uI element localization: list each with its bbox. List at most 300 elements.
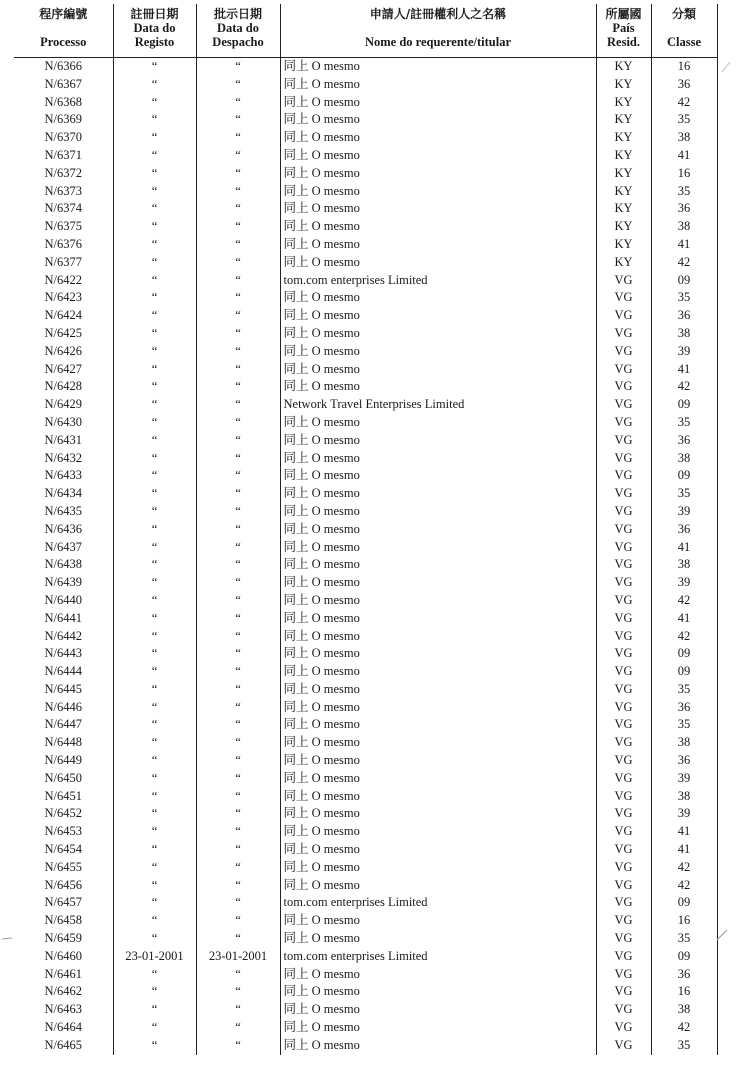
registo-cell: “	[113, 111, 196, 129]
classe-cell: 42	[651, 859, 717, 877]
registo-cell: “	[113, 218, 196, 236]
table-body	[14, 58, 717, 1055]
table-row	[14, 503, 717, 521]
nome-cell: 同上 O mesmo	[280, 699, 596, 717]
pais-cell: VG	[596, 681, 651, 699]
processo-cell: N/6461	[14, 966, 113, 984]
registo-cell: “	[113, 788, 196, 806]
table-row	[14, 450, 717, 468]
registo-cell: “	[113, 841, 196, 859]
pais-cell: VG	[596, 539, 651, 557]
table-row	[14, 272, 717, 290]
pais-cell: VG	[596, 1001, 651, 1019]
pais-cell: VG	[596, 966, 651, 984]
nome-cell: 同上 O mesmo	[280, 1001, 596, 1019]
processo-cell: N/6463	[14, 1001, 113, 1019]
despacho-cell: “	[196, 254, 280, 272]
pais-cell: VG	[596, 467, 651, 485]
despacho-cell: “	[196, 966, 280, 984]
classe-cell: 09	[651, 396, 717, 414]
processo-cell: N/6425	[14, 325, 113, 343]
nome-cell: tom.com enterprises Limited	[280, 948, 596, 966]
despacho-cell: “	[196, 325, 280, 343]
table-row	[14, 165, 717, 183]
despacho-cell: “	[196, 343, 280, 361]
header-registo-pt: Data do Registo	[133, 21, 176, 49]
classe-cell: 42	[651, 877, 717, 895]
classe-cell: 41	[651, 539, 717, 557]
nome-cell: 同上 O mesmo	[280, 307, 596, 325]
processo-cell: N/6422	[14, 272, 113, 290]
classe-cell: 41	[651, 147, 717, 165]
header-classe-zh: 分類	[671, 7, 696, 21]
nome-cell: 同上 O mesmo	[280, 930, 596, 948]
table-row	[14, 966, 717, 984]
pais-cell: VG	[596, 272, 651, 290]
pais-cell: VG	[596, 699, 651, 717]
despacho-cell: 23-01-2001	[196, 948, 280, 966]
margin-tick-mark	[722, 62, 730, 72]
classe-cell: 36	[651, 307, 717, 325]
despacho-cell: “	[196, 218, 280, 236]
classe-cell: 41	[651, 841, 717, 859]
nome-cell: 同上 O mesmo	[280, 628, 596, 646]
nome-cell: 同上 O mesmo	[280, 841, 596, 859]
nome-cell: 同上 O mesmo	[280, 681, 596, 699]
pais-cell: VG	[596, 325, 651, 343]
processo-cell: N/6454	[14, 841, 113, 859]
registo-cell: “	[113, 485, 196, 503]
classe-cell: 35	[651, 414, 717, 432]
registo-cell: 23-01-2001	[113, 948, 196, 966]
table-row	[14, 1019, 717, 1037]
table-row	[14, 325, 717, 343]
processo-cell: N/6442	[14, 628, 113, 646]
processo-cell: N/6373	[14, 183, 113, 201]
pais-cell: VG	[596, 859, 651, 877]
despacho-cell: “	[196, 147, 280, 165]
processo-cell: N/6445	[14, 681, 113, 699]
table-row	[14, 218, 717, 236]
registo-cell: “	[113, 716, 196, 734]
classe-cell: 09	[651, 948, 717, 966]
pais-cell: VG	[596, 361, 651, 379]
processo-cell: N/6424	[14, 307, 113, 325]
registo-cell: “	[113, 325, 196, 343]
table-row	[14, 254, 717, 272]
classe-cell: 09	[651, 663, 717, 681]
despacho-cell: “	[196, 930, 280, 948]
registo-cell: “	[113, 147, 196, 165]
pais-cell: KY	[596, 165, 651, 183]
nome-cell: 同上 O mesmo	[280, 734, 596, 752]
table-row	[14, 948, 717, 966]
despacho-cell: “	[196, 129, 280, 147]
table-row	[14, 610, 717, 628]
nome-cell: 同上 O mesmo	[280, 823, 596, 841]
nome-cell: 同上 O mesmo	[280, 76, 596, 94]
despacho-cell: “	[196, 610, 280, 628]
table-row	[14, 894, 717, 912]
table-row	[14, 805, 717, 823]
processo-cell: N/6440	[14, 592, 113, 610]
pais-cell: VG	[596, 450, 651, 468]
nome-cell: 同上 O mesmo	[280, 147, 596, 165]
nome-cell: 同上 O mesmo	[280, 859, 596, 877]
classe-cell: 35	[651, 1037, 717, 1055]
registo-cell: “	[113, 414, 196, 432]
nome-cell: 同上 O mesmo	[280, 610, 596, 628]
table-row	[14, 912, 717, 930]
registo-cell: “	[113, 823, 196, 841]
registo-cell: “	[113, 378, 196, 396]
pais-cell: VG	[596, 503, 651, 521]
processo-cell: N/6439	[14, 574, 113, 592]
processo-cell: N/6437	[14, 539, 113, 557]
nome-cell: 同上 O mesmo	[280, 414, 596, 432]
table-row	[14, 699, 717, 717]
nome-cell: 同上 O mesmo	[280, 165, 596, 183]
processo-cell: N/6465	[14, 1037, 113, 1055]
despacho-cell: “	[196, 681, 280, 699]
despacho-cell: “	[196, 307, 280, 325]
despacho-cell: “	[196, 539, 280, 557]
table-row	[14, 414, 717, 432]
table-row	[14, 930, 717, 948]
registo-cell: “	[113, 272, 196, 290]
despacho-cell: “	[196, 111, 280, 129]
pais-cell: VG	[596, 1019, 651, 1037]
nome-cell: 同上 O mesmo	[280, 183, 596, 201]
classe-cell: 38	[651, 450, 717, 468]
despacho-cell: “	[196, 574, 280, 592]
processo-cell: N/6453	[14, 823, 113, 841]
header-classe	[651, 4, 717, 58]
nome-cell: 同上 O mesmo	[280, 1019, 596, 1037]
classe-cell: 38	[651, 218, 717, 236]
processo-cell: N/6429	[14, 396, 113, 414]
nome-cell: 同上 O mesmo	[280, 111, 596, 129]
table-row	[14, 129, 717, 147]
despacho-cell: “	[196, 76, 280, 94]
table-row	[14, 378, 717, 396]
classe-cell: 42	[651, 378, 717, 396]
classe-cell: 39	[651, 574, 717, 592]
processo-cell: N/6369	[14, 111, 113, 129]
table-row	[14, 628, 717, 646]
registo-cell: “	[113, 628, 196, 646]
table-row	[14, 467, 717, 485]
nome-cell: 同上 O mesmo	[280, 521, 596, 539]
nome-cell: 同上 O mesmo	[280, 966, 596, 984]
registo-cell: “	[113, 859, 196, 877]
table-row	[14, 645, 717, 663]
classe-cell: 36	[651, 200, 717, 218]
header-nome-zh: 申請人/註冊權利人之名稱	[369, 7, 507, 21]
despacho-cell: “	[196, 450, 280, 468]
classe-cell: 36	[651, 432, 717, 450]
classe-cell: 16	[651, 912, 717, 930]
pais-cell: VG	[596, 556, 651, 574]
table-row	[14, 556, 717, 574]
registo-cell: “	[113, 681, 196, 699]
table-row	[14, 147, 717, 165]
despacho-cell: “	[196, 236, 280, 254]
classe-cell: 39	[651, 770, 717, 788]
pais-cell: VG	[596, 663, 651, 681]
despacho-cell: “	[196, 734, 280, 752]
table-row	[14, 432, 717, 450]
registo-cell: “	[113, 521, 196, 539]
classe-cell: 36	[651, 76, 717, 94]
despacho-cell: “	[196, 58, 280, 76]
despacho-cell: “	[196, 396, 280, 414]
classe-cell: 38	[651, 129, 717, 147]
table-row	[14, 681, 717, 699]
registo-cell: “	[113, 894, 196, 912]
despacho-cell: “	[196, 485, 280, 503]
registo-cell: “	[113, 805, 196, 823]
classe-cell: 35	[651, 930, 717, 948]
pais-cell: VG	[596, 307, 651, 325]
classe-cell: 41	[651, 610, 717, 628]
header-processo-pt: Processo	[40, 35, 87, 49]
nome-cell: 同上 O mesmo	[280, 218, 596, 236]
despacho-cell: “	[196, 912, 280, 930]
classe-cell: 39	[651, 503, 717, 521]
despacho-cell: “	[196, 699, 280, 717]
registo-cell: “	[113, 129, 196, 147]
header-pais-zh: 所屬國	[605, 7, 642, 21]
despacho-cell: “	[196, 432, 280, 450]
nome-cell: 同上 O mesmo	[280, 129, 596, 147]
registo-cell: “	[113, 432, 196, 450]
table-row	[14, 236, 717, 254]
classe-cell: 42	[651, 94, 717, 112]
registo-cell: “	[113, 236, 196, 254]
nome-cell: 同上 O mesmo	[280, 752, 596, 770]
registo-cell: “	[113, 699, 196, 717]
header-nome	[280, 4, 596, 58]
registo-cell: “	[113, 912, 196, 930]
nome-cell: 同上 O mesmo	[280, 539, 596, 557]
table-row	[14, 289, 717, 307]
registo-cell: “	[113, 539, 196, 557]
header-classe-pt: Classe	[666, 35, 702, 49]
despacho-cell: “	[196, 752, 280, 770]
pais-cell: VG	[596, 289, 651, 307]
table-row	[14, 859, 717, 877]
table-row	[14, 1037, 717, 1055]
registry-table	[14, 4, 718, 1055]
registo-cell: “	[113, 396, 196, 414]
pais-cell: VG	[596, 788, 651, 806]
header-processo-zh: 程序編號	[39, 7, 88, 21]
table-row	[14, 76, 717, 94]
nome-cell: 同上 O mesmo	[280, 94, 596, 112]
registo-cell: “	[113, 361, 196, 379]
processo-cell: N/6368	[14, 94, 113, 112]
nome-cell: 同上 O mesmo	[280, 378, 596, 396]
processo-cell: N/6374	[14, 200, 113, 218]
processo-cell: N/6376	[14, 236, 113, 254]
classe-cell: 09	[651, 272, 717, 290]
classe-cell: 38	[651, 1001, 717, 1019]
processo-cell: N/6431	[14, 432, 113, 450]
nome-cell: 同上 O mesmo	[280, 716, 596, 734]
nome-cell: 同上 O mesmo	[280, 574, 596, 592]
nome-cell: 同上 O mesmo	[280, 236, 596, 254]
processo-cell: N/6436	[14, 521, 113, 539]
pais-cell: VG	[596, 823, 651, 841]
despacho-cell: “	[196, 556, 280, 574]
processo-cell: N/6367	[14, 76, 113, 94]
nome-cell: 同上 O mesmo	[280, 467, 596, 485]
header-nome-pt: Nome do requerente/titular	[364, 35, 512, 49]
header-registo	[113, 4, 196, 58]
processo-cell: N/6430	[14, 414, 113, 432]
table-row	[14, 716, 717, 734]
processo-cell: N/6377	[14, 254, 113, 272]
classe-cell: 38	[651, 788, 717, 806]
despacho-cell: “	[196, 521, 280, 539]
processo-cell: N/6366	[14, 58, 113, 76]
despacho-cell: “	[196, 788, 280, 806]
table-row	[14, 877, 717, 895]
nome-cell: 同上 O mesmo	[280, 556, 596, 574]
pais-cell: VG	[596, 877, 651, 895]
header-pais	[596, 4, 651, 58]
header-despacho-zh: 批示日期	[213, 7, 262, 21]
despacho-cell: “	[196, 716, 280, 734]
nome-cell: 同上 O mesmo	[280, 432, 596, 450]
pais-cell: VG	[596, 378, 651, 396]
pais-cell: VG	[596, 592, 651, 610]
classe-cell: 09	[651, 467, 717, 485]
pais-cell: VG	[596, 485, 651, 503]
processo-cell: N/6372	[14, 165, 113, 183]
despacho-cell: “	[196, 414, 280, 432]
registo-cell: “	[113, 592, 196, 610]
table-row	[14, 58, 717, 76]
despacho-cell: “	[196, 628, 280, 646]
nome-cell: 同上 O mesmo	[280, 788, 596, 806]
header-registo-zh: 註冊日期	[130, 7, 179, 21]
processo-cell: N/6434	[14, 485, 113, 503]
registo-cell: “	[113, 289, 196, 307]
table-row	[14, 752, 717, 770]
processo-cell: N/6460	[14, 948, 113, 966]
despacho-cell: “	[196, 663, 280, 681]
table-row	[14, 485, 717, 503]
nome-cell: 同上 O mesmo	[280, 805, 596, 823]
processo-cell: N/6427	[14, 361, 113, 379]
pais-cell: VG	[596, 912, 651, 930]
pais-cell: VG	[596, 841, 651, 859]
classe-cell: 36	[651, 752, 717, 770]
despacho-cell: “	[196, 289, 280, 307]
registo-cell: “	[113, 343, 196, 361]
header-despacho-pt: Data do Despacho	[212, 21, 264, 49]
despacho-cell: “	[196, 200, 280, 218]
registo-cell: “	[113, 966, 196, 984]
nome-cell: tom.com enterprises Limited	[280, 272, 596, 290]
classe-cell: 35	[651, 681, 717, 699]
registo-cell: “	[113, 307, 196, 325]
pais-cell: VG	[596, 645, 651, 663]
classe-cell: 36	[651, 699, 717, 717]
processo-cell: N/6446	[14, 699, 113, 717]
classe-cell: 42	[651, 254, 717, 272]
processo-cell: N/6459	[14, 930, 113, 948]
table-row	[14, 183, 717, 201]
table-header	[14, 4, 717, 58]
nome-cell: 同上 O mesmo	[280, 1037, 596, 1055]
nome-cell: 同上 O mesmo	[280, 592, 596, 610]
registo-cell: “	[113, 503, 196, 521]
pais-cell: VG	[596, 930, 651, 948]
pais-cell: VG	[596, 396, 651, 414]
despacho-cell: “	[196, 183, 280, 201]
processo-cell: N/6435	[14, 503, 113, 521]
pais-cell: KY	[596, 218, 651, 236]
table-row	[14, 592, 717, 610]
processo-cell: N/6428	[14, 378, 113, 396]
table-row	[14, 521, 717, 539]
pais-cell: VG	[596, 628, 651, 646]
despacho-cell: “	[196, 378, 280, 396]
processo-cell: N/6464	[14, 1019, 113, 1037]
registo-cell: “	[113, 1037, 196, 1055]
processo-cell: N/6452	[14, 805, 113, 823]
classe-cell: 09	[651, 894, 717, 912]
pais-cell: KY	[596, 111, 651, 129]
nome-cell: 同上 O mesmo	[280, 912, 596, 930]
despacho-cell: “	[196, 645, 280, 663]
pais-cell: VG	[596, 716, 651, 734]
pais-cell: VG	[596, 983, 651, 1001]
despacho-cell: “	[196, 503, 280, 521]
nome-cell: 同上 O mesmo	[280, 983, 596, 1001]
classe-cell: 16	[651, 165, 717, 183]
despacho-cell: “	[196, 165, 280, 183]
registo-cell: “	[113, 183, 196, 201]
processo-cell: N/6458	[14, 912, 113, 930]
processo-cell: N/6423	[14, 289, 113, 307]
despacho-cell: “	[196, 592, 280, 610]
header-pais-pt: País Resid.	[607, 21, 640, 49]
classe-cell: 38	[651, 325, 717, 343]
margin-tick-mark	[717, 930, 727, 940]
despacho-cell: “	[196, 983, 280, 1001]
registo-cell: “	[113, 94, 196, 112]
table-row	[14, 663, 717, 681]
classe-cell: 36	[651, 521, 717, 539]
table-row	[14, 770, 717, 788]
processo-cell: N/6451	[14, 788, 113, 806]
nome-cell: 同上 O mesmo	[280, 325, 596, 343]
pais-cell: VG	[596, 770, 651, 788]
processo-cell: N/6462	[14, 983, 113, 1001]
table-row	[14, 539, 717, 557]
nome-cell: 同上 O mesmo	[280, 343, 596, 361]
pais-cell: KY	[596, 200, 651, 218]
despacho-cell: “	[196, 877, 280, 895]
processo-cell: N/6447	[14, 716, 113, 734]
nome-cell: 同上 O mesmo	[280, 485, 596, 503]
despacho-cell: “	[196, 823, 280, 841]
processo-cell: N/6443	[14, 645, 113, 663]
